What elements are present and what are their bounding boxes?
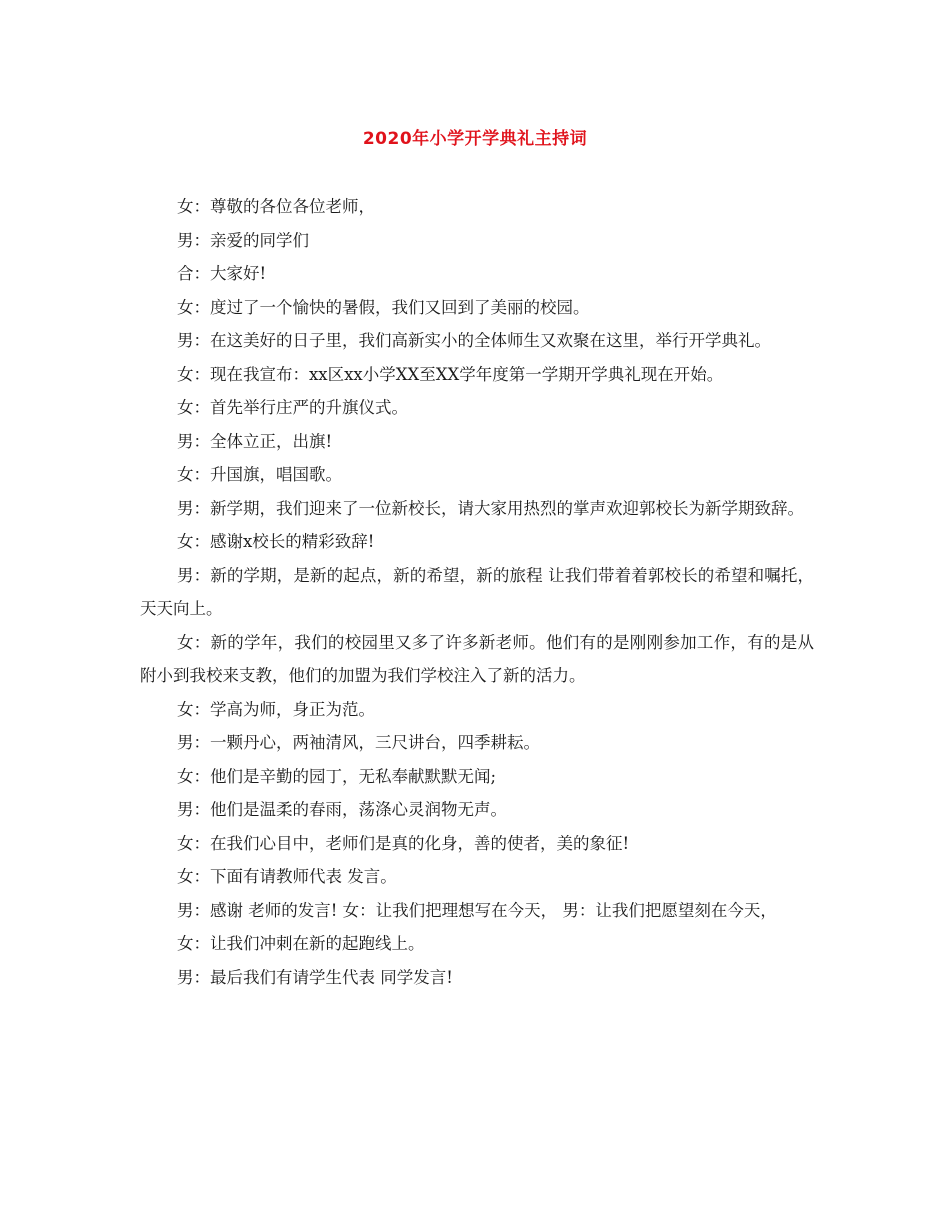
paragraph: 男：一颗丹心，两袖清风，三尺讲台，四季耕耘。 <box>177 733 540 752</box>
paragraph: 女：首先举行庄严的升旗仪式。 <box>177 398 408 417</box>
paragraph: 男：在这美好的日子里，我们高新实小的全体师生又欢聚在这里，举行开学典礼。 <box>177 331 771 350</box>
paragraph: 男：新学期，我们迎来了一位新校长，请大家用热烈的掌声欢迎郭校长为新学期致辞。 <box>177 498 804 518</box>
paragraph: 男：感谢 老师的发言! 女：让我们把理想写在今天， 男：让我们把愿望刻在今天， <box>177 900 777 920</box>
paragraph: 女：让我们冲刺在新的起跑线上。 <box>177 934 425 953</box>
paragraph: 女：度过了一个愉快的暑假，我们又回到了美丽的校园。 <box>177 297 590 317</box>
document-body <box>140 190 814 994</box>
paragraph: 男：新的学期，是新的起点，新的希望，新的旅程 让我们带着着郭校长的希望和嘱托，天天向上。 <box>140 565 814 618</box>
paragraph: 男：全体立正，出旗! <box>177 431 333 451</box>
paragraph: 男：他们是温柔的春雨，荡涤心灵润物无声。 <box>177 800 507 819</box>
paragraph: 女：现在我宣布：xx区xx小学XX至XX学年度第一学期开学典礼现在开始。 <box>177 364 724 384</box>
paragraph: 男：最后我们有请学生代表 同学发言! <box>177 967 453 987</box>
paragraph: 女：下面有请教师代表 发言。 <box>177 867 397 886</box>
paragraph: 女：升国旗，唱国歌。 <box>177 465 342 484</box>
paragraph: 女：感谢x校长的精彩致辞! <box>177 532 375 551</box>
document-title: 2020年小学开学典礼主持词 <box>362 129 588 149</box>
paragraph: 男：亲爱的同学们 <box>177 230 309 250</box>
paragraph: 女：学高为师，身正为范。 <box>177 699 375 719</box>
paragraph: 女：尊敬的各位各位老师， <box>177 197 375 216</box>
paragraph: 女：新的学年，我们的校园里又多了许多新老师。他们有的是刚刚参加工作，有的是从附小到我校来支教，他们的加盟为我们学校注入了新的活力。 <box>140 632 814 685</box>
paragraph: 女：在我们心目中，老师们是真的化身，善的使者，美的象征! <box>177 833 630 853</box>
paragraph: 合：大家好! <box>177 264 267 283</box>
paragraph: 女：他们是辛勤的园丁，无私奉献默默无闻; <box>177 766 497 786</box>
